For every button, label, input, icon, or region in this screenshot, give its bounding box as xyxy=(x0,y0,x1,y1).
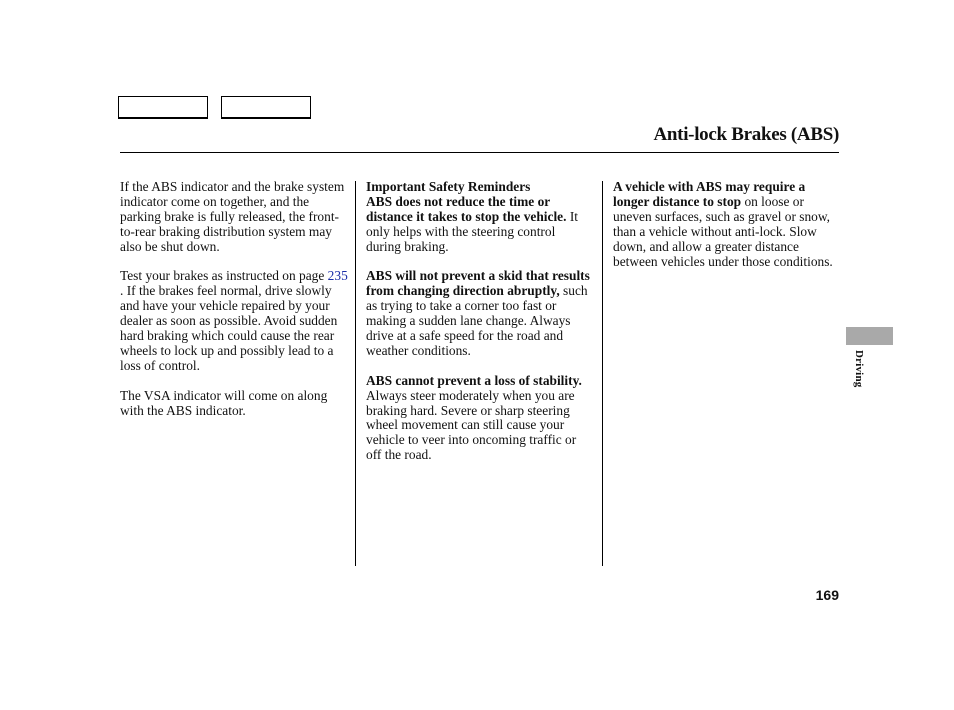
safety-reminders-heading: Important Safety Reminders xyxy=(366,179,531,194)
skid-bold: ABS will not prevent a skid that results from changing direction abruptly, xyxy=(366,268,590,299)
page-reference-link[interactable]: 235 xyxy=(327,268,348,284)
skid-text: such as trying to take a corner too fast or making a sudden lane change. Always drive at a safe speed for the road and weather conditions. xyxy=(366,283,588,358)
section-label: Driving xyxy=(853,350,865,388)
stopping-distance-bold: A vehicle with ABS may require a longer distance to stop xyxy=(613,179,806,209)
column-left xyxy=(120,180,352,433)
section-tab[interactable] xyxy=(846,327,893,345)
column-right xyxy=(613,180,839,284)
test-brakes-text-post: . If the brakes feel normal, drive slowly and have your vehicle repaired by your dealer as soon as possible. Avoid sudden hard braking which could cause the rear wheels to lock up and possibly lead to a loss of control. xyxy=(120,283,338,373)
safety-reminders-block xyxy=(366,180,592,255)
vsa-indicator-paragraph: The VSA indicator will come on along with the ABS indicator. xyxy=(120,387,328,418)
abs-time-distance-text: It only helps with the steering control during braking. xyxy=(366,208,578,254)
test-brakes-paragraph xyxy=(120,269,352,373)
abs-time-distance-bold: ABS does not reduce the time or distance it takes to stop the vehicle. xyxy=(366,193,567,224)
column-middle xyxy=(366,180,592,478)
column-divider xyxy=(355,181,356,566)
stability-text: Always steer moderately when you are braking hard. Severe or sharp steering wheel movement can still cause your vehicle to veer into oncoming traffic or off the road. xyxy=(366,387,577,463)
stability-bold: ABS cannot prevent a loss of stability. xyxy=(366,372,582,388)
stopping-distance-paragraph xyxy=(613,180,839,269)
skid-paragraph xyxy=(366,269,592,358)
stability-paragraph xyxy=(366,374,592,463)
index-button[interactable] xyxy=(221,96,311,119)
test-brakes-text-pre: Test your brakes as instructed on page xyxy=(120,268,328,284)
page-number: 169 xyxy=(815,587,839,603)
header-rule xyxy=(120,152,839,153)
main-menu-button[interactable] xyxy=(118,96,208,119)
column-divider xyxy=(602,181,603,566)
stopping-distance-text: on loose or uneven surfaces, such as gravel or snow, than a vehicle without anti-lock. Slow down, and allow a greater distance between vehicles under those conditions. xyxy=(613,193,833,269)
page-title: Anti-lock Brakes (ABS) xyxy=(653,124,839,145)
abs-brake-indicator-paragraph: If the ABS indicator and the brake system indicator come on together, and the parking brake is fully released, the front-to-rear braking distribution system may also be shut down. xyxy=(120,179,345,254)
